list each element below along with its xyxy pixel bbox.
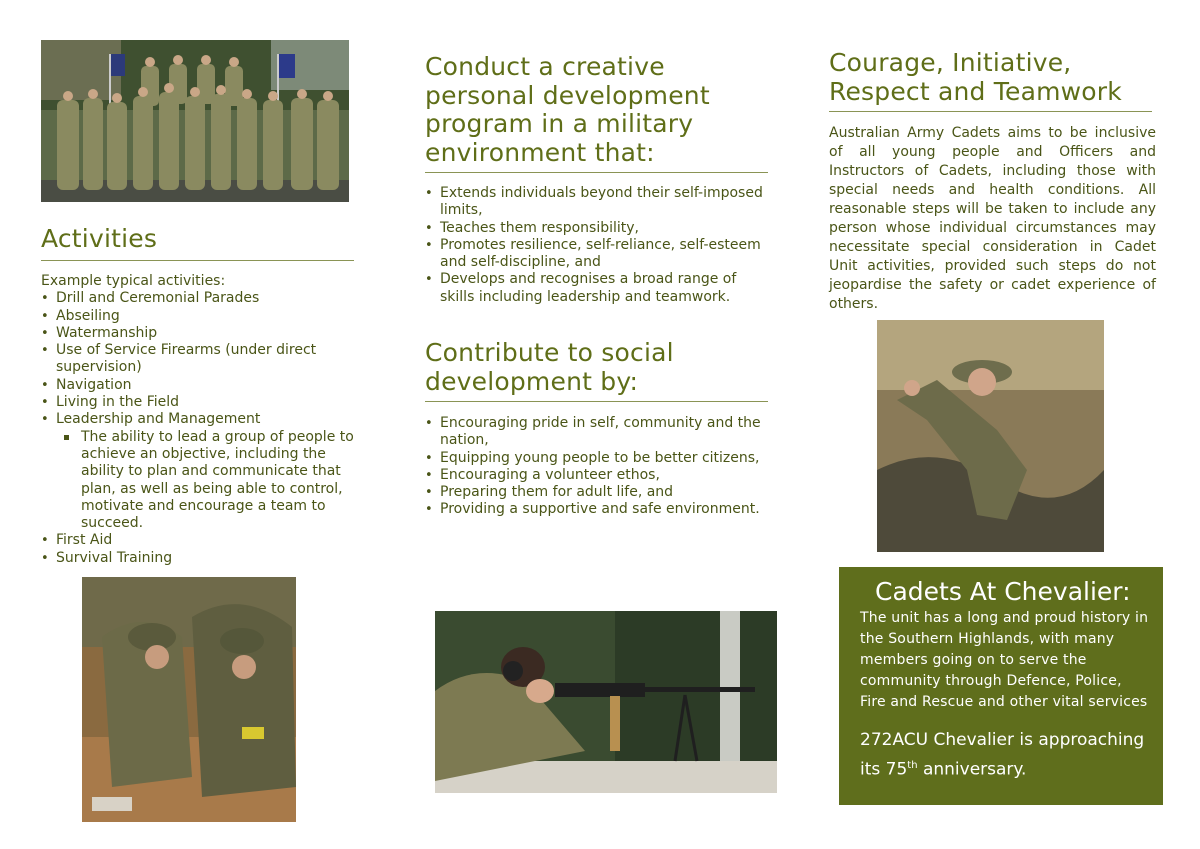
anniversary-suffix: anniversary. [917,759,1027,780]
social-heading: Contribute to social development by: [425,338,674,396]
anniversary-ordinal: th [907,760,918,771]
program-list [425,185,770,306]
courage-divider [829,111,1152,112]
activities-list-block [41,273,361,567]
program-item: • Teaches them responsibility, [425,220,770,237]
social-item: • Encouraging pride in self, community and the nation, [425,415,770,450]
program-item: • Develops and recognises a broad range of skills including leadership and teamwork. [425,271,770,306]
social-item: • Equipping young people to be better citizens, [425,450,770,467]
social-item: • Encouraging a volunteer ethos, [425,467,770,484]
social-list [425,415,770,519]
activities-intro: Example typical activities: [41,273,226,289]
anniversary-text: 272ACU Chevalier is approaching its 75 [860,730,1145,780]
program-item: • Promotes resilience, self-reliance, self-esteem and self-discipline, and [425,237,770,272]
activity-item: • Living in the Field [41,394,361,411]
activity-item: • Abseiling [41,308,361,325]
social-divider [425,401,768,402]
leadership-sub-item: The ability to lead a group of people to achieve an objective, including the ability to plan and communicate that plan, as well as being able to control, motivate and encourage a team to succeed. [56,429,361,533]
social-item: • Preparing them for adult life, and [425,484,770,501]
chevalier-body: The unit has a long and proud history in the Southern Highlands, with many members going on to serve the community through Defence, Police, Fire and Rescue and other vital services [860,610,1149,710]
social-item: • Providing a supportive and safe environment. [425,501,770,518]
chevalier-panel [839,567,1163,805]
activities-heading: Activities [41,224,158,253]
activity-item: • Leadership and Management [41,411,361,428]
program-divider [425,172,768,173]
activity-item: • First Aid [41,532,361,549]
courage-body: Australian Army Cadets aims to be inclusive of all young people and Officers and Instructors of Cadets, including those with special needs and health conditions. All reasonable steps will be taken to include any person whose individual circumstances may necessitate special consideration in Cadet Unit activities, provided such steps do not jeopardise the safety or cadet experience of others. [829,125,1156,312]
cadet-firing-range-photo [435,611,777,793]
chevalier-anniversary [860,728,1155,783]
cadets-group-photo [41,40,349,202]
activity-item: • Drill and Ceremonial Parades [41,290,361,307]
activity-item: • Survival Training [41,550,361,567]
activity-item: • Navigation [41,377,361,394]
program-heading: Conduct a creative personal development program in a military environment that: [425,52,710,167]
cadet-field-photo [877,320,1104,552]
activity-item: • Use of Service Firearms (under direct supervision) [41,342,361,377]
chevalier-heading: Cadets At Chevalier: [875,577,1131,606]
activities-divider [41,260,354,261]
cadets-map-photo [82,577,296,822]
courage-heading: Courage, Initiative, Respect and Teamwork [829,48,1122,106]
program-item: • Extends individuals beyond their self-imposed limits, [425,185,770,220]
activity-item: • Watermanship [41,325,361,342]
